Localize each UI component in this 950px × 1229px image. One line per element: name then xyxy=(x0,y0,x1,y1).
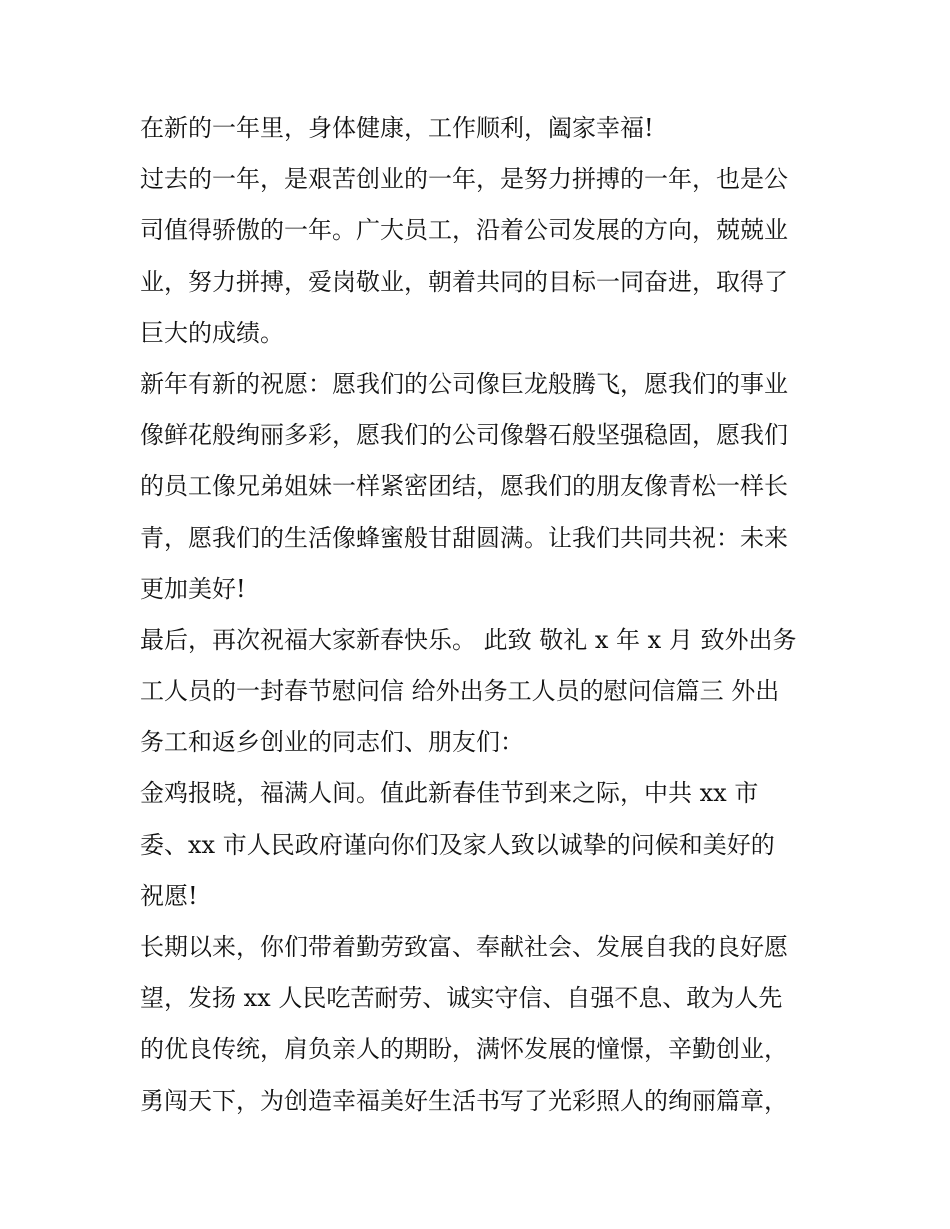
text-line: 长期以来，你们带着勤劳致富、奉献社会、发展自我的良好愿 xyxy=(140,933,788,961)
text-line: 委、xx 市人民政府谨向你们及家人致以诚挚的问候和美好的 xyxy=(140,830,775,859)
text-line: 更加美好! xyxy=(140,574,246,603)
text-line: 的员工像兄弟姐妹一样紧密团结，愿我们的朋友像青松一样长 xyxy=(140,472,788,501)
text-line: 巨大的成绩。 xyxy=(140,318,284,347)
text-line: 业，努力拼搏，爱岗敬业，朝着共同的目标一同奋进，取得了 xyxy=(140,267,788,296)
text-line: 最后，再次祝福大家新春快乐。 此致 敬礼 x 年 x 月 致外出务 xyxy=(140,625,797,654)
text-line: 金鸡报晓，福满人间。值此新春佳节到来之际，中共 xx 市 xyxy=(140,779,759,808)
text-line: 望，发扬 xx 人民吃苦耐劳、诚实守信、自强不息、敢为人先 xyxy=(140,984,783,1013)
text-line: 的优良传统，肩负亲人的期盼，满怀发展的憧憬，辛勤创业， xyxy=(140,1035,788,1064)
text-line: 新年有新的祝愿：愿我们的公司像巨龙般腾飞，愿我们的事业 xyxy=(140,369,788,398)
document-body xyxy=(140,103,820,1127)
text-line: 过去的一年，是艰苦创业的一年，是努力拼搏的一年，也是公 xyxy=(140,165,788,194)
text-line: 工人员的一封春节慰问信 给外出务工人员的慰问信篇三 外出 xyxy=(140,677,780,706)
text-line: 像鲜花般绚丽多彩，愿我们的公司像磐石般坚强稳固，愿我们 xyxy=(140,421,788,450)
text-line: 祝愿! xyxy=(140,881,198,910)
text-line: 在新的一年里，身体健康，工作顺利，阖家幸福! xyxy=(140,114,654,142)
text-line: 勇闯天下，为创造幸福美好生活书写了光彩照人的绚丽篇章， xyxy=(140,1086,788,1115)
text-line: 务工和返乡创业的同志们、朋友们： xyxy=(140,728,524,757)
text-line: 司值得骄傲的一年。广大员工，沿着公司发展的方向，兢兢业 xyxy=(140,216,788,245)
text-line: 青，愿我们的生活像蜂蜜般甘甜圆满。让我们共同共祝：未来 xyxy=(140,523,788,552)
